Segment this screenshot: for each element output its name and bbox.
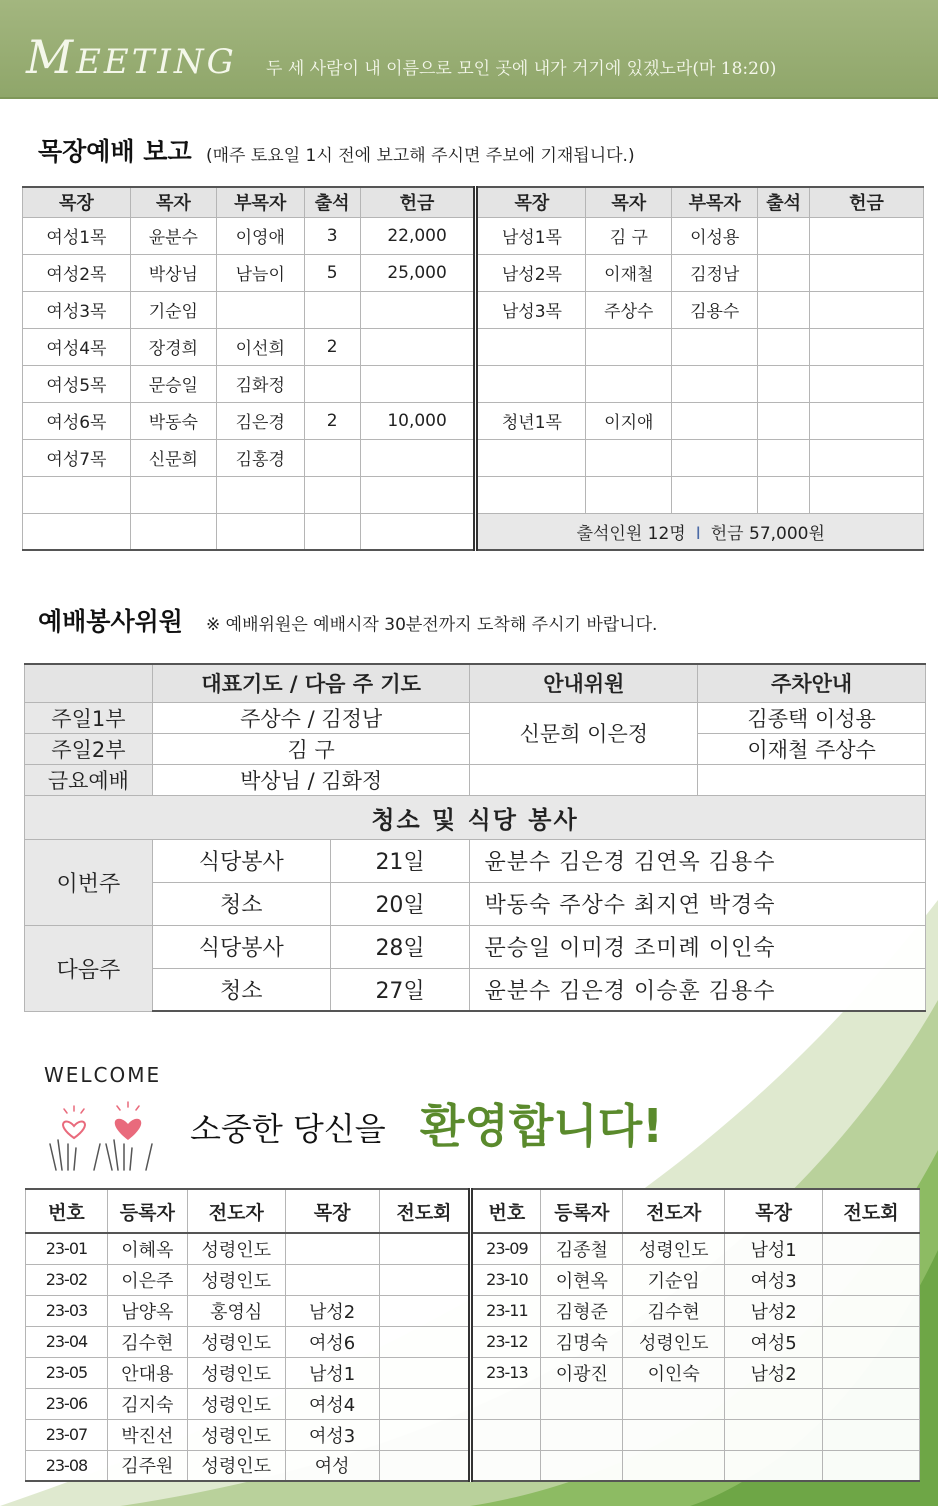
newcomer-cell: 23-11 [471,1295,541,1326]
newcomer-header-row [26,1189,920,1233]
newcomer-cell: 남성2 [725,1295,823,1326]
report-cell [810,254,924,291]
service-header-row [25,664,926,702]
report-cell [23,513,131,550]
report-row [23,254,924,291]
newcomer-cell: 23-05 [26,1357,108,1388]
cleaning-names: 문승일 이미경 조미례 이인숙 [470,925,926,968]
report-row [23,402,924,439]
report-cell: 이영애 [216,217,304,254]
welcome-message: 소중한 당신을 [190,1110,386,1148]
column-header: 목장 [285,1189,379,1233]
newcomer-cell: 이현옥 [541,1264,623,1295]
report-cell: 여성1목 [23,217,131,254]
summary-offering: 헌금 57,000원 [710,523,825,544]
column-header: 출석 [758,187,810,217]
newcomer-cell: 기순임 [623,1264,725,1295]
report-cell [586,476,672,513]
report-cell [810,439,924,476]
newcomer-cell [471,1388,541,1419]
newcomer-cell: 여성4 [285,1388,379,1419]
report-row [23,476,924,513]
column-header: 헌금 [360,187,476,217]
report-cell [304,439,360,476]
parking-empty [698,764,926,795]
report-cell: 여성7목 [23,439,131,476]
newcomer-cell: 성령인도 [187,1357,285,1388]
cleaning-row [25,839,926,882]
column-header: 등록자 [541,1189,623,1233]
report-cell [304,513,360,550]
newcomer-cell: 김주원 [107,1450,187,1481]
report-cell: 여성6목 [23,402,131,439]
newcomer-cell: 성령인도 [187,1419,285,1450]
newcomer-cell [623,1419,725,1450]
report-cell: 여성3목 [23,291,131,328]
report-cell [810,476,924,513]
column-header: 등록자 [107,1189,187,1233]
column-header: 부목자 [672,187,758,217]
column-header: 전도자 [623,1189,725,1233]
column-header: 전도자 [187,1189,285,1233]
column-header-empty [25,664,153,702]
newcomer-cell [379,1264,471,1295]
report-cell [130,476,216,513]
newcomer-cell [541,1388,623,1419]
newcomer-cell: 여성6 [285,1326,379,1357]
report-cell: 주상수 [586,291,672,328]
report-cell: 윤분수 [130,217,216,254]
column-header-usher: 안내위원 [470,664,698,702]
prayer-names: 박상님 / 김화정 [152,764,470,795]
newcomer-table [25,1188,920,1482]
newcomer-cell [823,1233,920,1264]
column-header: 부목자 [216,187,304,217]
newcomer-cell: 김형준 [541,1295,623,1326]
report-row [23,328,924,365]
report-summary-row [23,513,924,550]
newcomer-row [26,1450,920,1481]
newcomer-cell [725,1419,823,1450]
newcomer-cell [823,1388,920,1419]
newcomer-cell: 23-02 [26,1264,108,1295]
report-cell [672,439,758,476]
report-row [23,365,924,402]
newcomer-cell: 남성1 [725,1233,823,1264]
newcomer-cell: 23-01 [26,1233,108,1264]
report-cell [810,291,924,328]
cleaning-names: 윤분수 김은경 이승훈 김용수 [470,968,926,1011]
meeting-title-rest: EETING [76,42,237,82]
cleaning-day: 28일 [330,925,470,968]
report-cell [476,476,586,513]
report-cell: 여성4목 [23,328,131,365]
report-cell [758,402,810,439]
newcomer-cell: 23-04 [26,1326,108,1357]
newcomer-cell: 여성3 [285,1419,379,1450]
cleaning-row [25,882,926,925]
newcomer-cell: 김종철 [541,1233,623,1264]
newcomer-cell: 이혜옥 [107,1233,187,1264]
newcomer-cell: 김지숙 [107,1388,187,1419]
welcome-small-text: WELCOME [44,1063,162,1087]
report-cell: 10,000 [360,402,476,439]
newcomer-cell [823,1357,920,1388]
report-cell: 박동숙 [130,402,216,439]
summary-separator: I [695,523,701,544]
report-cell: 이성용 [672,217,758,254]
newcomer-cell: 여성3 [725,1264,823,1295]
newcomer-cell [285,1264,379,1295]
cleaning-title-row [25,795,926,839]
cleaning-row [25,968,926,1011]
newcomer-cell: 남성2 [285,1295,379,1326]
column-header: 목자 [586,187,672,217]
newcomer-cell [379,1419,471,1450]
column-header: 목장 [23,187,131,217]
banner-verse: 두 세 사람이 내 이름으로 모인 곳에 내가 거기에 있겠노라(마 18:20) [266,59,777,79]
newcomer-cell: 안대용 [107,1357,187,1388]
newcomer-cell: 성령인도 [623,1326,725,1357]
newcomer-cell: 이인숙 [623,1357,725,1388]
report-cell [476,328,586,365]
report-cell [586,328,672,365]
newcomer-cell: 23-07 [26,1419,108,1450]
service-table [24,663,926,1012]
report-cell: 2 [304,402,360,439]
newcomer-cell [823,1264,920,1295]
service-label: 금요예배 [25,764,153,795]
summary-attendance: 출석인원 12명 [576,523,686,544]
newcomer-row [26,1295,920,1326]
report-cell: 이재철 [586,254,672,291]
report-cell: 신문희 [130,439,216,476]
report-cell [758,254,810,291]
cleaning-names: 윤분수 김은경 김연옥 김용수 [470,839,926,882]
newcomer-row [26,1357,920,1388]
newcomer-cell: 성령인도 [187,1326,285,1357]
cleaning-names: 박동숙 주상수 최지연 박경숙 [470,882,926,925]
service-label: 주일2부 [25,733,153,764]
newcomer-cell: 이광진 [541,1357,623,1388]
report-cell: 22,000 [360,217,476,254]
report-cell: 남성2목 [476,254,586,291]
newcomer-row [26,1326,920,1357]
service-note: ※ 예배위원은 예배시작 30분전까지 도착해 주시기 바랍니다. [206,615,658,635]
newcomer-cell [623,1450,725,1481]
report-cell: 장경희 [130,328,216,365]
report-cell [216,513,304,550]
report-cell [672,476,758,513]
report-cell [360,291,476,328]
newcomer-cell: 성령인도 [187,1233,285,1264]
newcomer-cell: 박진선 [107,1419,187,1450]
parking-names: 이재철 주상수 [698,733,926,764]
newcomer-cell [823,1326,920,1357]
newcomer-cell [379,1450,471,1481]
newcomer-cell: 23-08 [26,1450,108,1481]
newcomer-cell: 성령인도 [623,1233,725,1264]
parking-names: 김종택 이성용 [698,702,926,733]
column-header: 전도회 [823,1189,920,1233]
newcomer-cell: 성령인도 [187,1264,285,1295]
report-cell [586,439,672,476]
newcomer-cell: 성령인도 [187,1388,285,1419]
report-cell: 3 [304,217,360,254]
report-cell: 김 구 [586,217,672,254]
report-cell: 남성3목 [476,291,586,328]
newcomer-cell: 홍영심 [187,1295,285,1326]
newcomer-cell [823,1450,920,1481]
newcomer-cell: 남양옥 [107,1295,187,1326]
report-cell: 김정남 [672,254,758,291]
meeting-title-initial: M [26,30,77,84]
report-cell [304,291,360,328]
report-cell: 여성2목 [23,254,131,291]
report-cell [758,291,810,328]
newcomer-cell: 23-09 [471,1233,541,1264]
report-cell: 남늠이 [216,254,304,291]
report-cell [216,476,304,513]
report-cell [360,328,476,365]
report-cell [23,476,131,513]
newcomer-cell [623,1388,725,1419]
report-title: 목장예배 보고 [38,137,192,166]
report-cell: 문승일 [130,365,216,402]
newcomer-cell: 남성1 [285,1357,379,1388]
newcomer-cell [471,1450,541,1481]
report-cell [360,439,476,476]
column-header-prayer: 대표기도 / 다음 주 기도 [152,664,470,702]
newcomer-row [26,1264,920,1295]
report-header-row [23,187,924,217]
newcomer-cell: 23-03 [26,1295,108,1326]
newcomer-cell [725,1388,823,1419]
cleaning-task: 식당봉사 [152,839,330,882]
newcomer-cell: 여성5 [725,1326,823,1357]
report-cell [672,365,758,402]
newcomer-cell [379,1388,471,1419]
report-cell: 김홍경 [216,439,304,476]
newcomer-row [26,1388,920,1419]
column-header: 번호 [26,1189,108,1233]
report-cell: 이선희 [216,328,304,365]
newcomer-row [26,1233,920,1264]
report-cell [586,365,672,402]
newcomer-cell [379,1357,471,1388]
cleaning-day: 21일 [330,839,470,882]
report-summary [476,513,924,550]
report-cell [360,365,476,402]
report-cell: 5 [304,254,360,291]
welcome-emphasis: 환영합니다! [420,1099,664,1153]
report-cell: 박상님 [130,254,216,291]
newcomer-cell: 김명숙 [541,1326,623,1357]
newcomer-cell [471,1419,541,1450]
report-cell [304,365,360,402]
newcomer-cell: 성령인도 [187,1450,285,1481]
report-cell: 남성1목 [476,217,586,254]
report-cell [672,328,758,365]
report-cell [360,476,476,513]
column-header: 목자 [130,187,216,217]
report-cell: 김은경 [216,402,304,439]
report-cell: 이지애 [586,402,672,439]
service-label: 주일1부 [25,702,153,733]
report-cell [758,217,810,254]
week-label-this: 이번주 [25,839,153,925]
newcomer-cell: 김수현 [107,1326,187,1357]
newcomer-cell [725,1450,823,1481]
report-cell [810,328,924,365]
report-cell [758,439,810,476]
cleaning-task: 청소 [152,882,330,925]
report-row [23,291,924,328]
report-cell: 25,000 [360,254,476,291]
report-cell: 김용수 [672,291,758,328]
newcomer-cell: 23-12 [471,1326,541,1357]
cleaning-task: 청소 [152,968,330,1011]
report-cell [216,291,304,328]
newcomer-cell [541,1419,623,1450]
report-subtitle: (매주 토요일 1시 전에 보고해 주시면 주보에 기재됩니다.) [206,146,635,166]
newcomer-cell [541,1450,623,1481]
cleaning-day: 20일 [330,882,470,925]
report-cell: 김화정 [216,365,304,402]
newcomer-cell: 이은주 [107,1264,187,1295]
newcomer-cell [379,1326,471,1357]
newcomer-cell: 김수현 [623,1295,725,1326]
service-row [25,702,926,733]
week-label-next: 다음주 [25,925,153,1011]
report-cell: 2 [304,328,360,365]
report-row [23,217,924,254]
report-cell [810,365,924,402]
column-header: 목장 [476,187,586,217]
newcomer-cell [285,1233,379,1264]
column-header: 목장 [725,1189,823,1233]
report-cell [810,402,924,439]
column-header: 전도회 [379,1189,471,1233]
column-header: 번호 [471,1189,541,1233]
report-cell: 여성5목 [23,365,131,402]
report-cell [672,402,758,439]
report-row [23,439,924,476]
usher-empty [470,764,698,795]
column-header: 헌금 [810,187,924,217]
column-header: 출석 [304,187,360,217]
report-cell [758,365,810,402]
column-header-parking: 주차안내 [698,664,926,702]
usher-names: 신문희 이은정 [470,702,698,764]
report-cell [758,328,810,365]
report-table [22,186,924,551]
report-cell [304,476,360,513]
newcomer-cell [823,1419,920,1450]
service-row [25,764,926,795]
newcomer-cell [379,1233,471,1264]
report-cell: 기순임 [130,291,216,328]
newcomer-cell [823,1295,920,1326]
newcomer-cell [379,1295,471,1326]
newcomer-cell: 23-10 [471,1264,541,1295]
service-title: 예배봉사위원 [38,607,183,636]
newcomer-cell: 23-06 [26,1388,108,1419]
report-cell [360,513,476,550]
report-cell [476,439,586,476]
newcomer-row [26,1419,920,1450]
prayer-names: 주상수 / 김정남 [152,702,470,733]
newcomer-cell: 남성2 [725,1357,823,1388]
cleaning-title: 청소 및 식당 봉사 [25,795,926,839]
cleaning-row [25,925,926,968]
report-cell [130,513,216,550]
report-cell [476,365,586,402]
report-cell [758,476,810,513]
report-cell: 청년1목 [476,402,586,439]
report-cell [810,217,924,254]
hands-heart-icon [44,1100,156,1174]
prayer-names: 김 구 [152,733,470,764]
cleaning-day: 27일 [330,968,470,1011]
newcomer-cell: 23-13 [471,1357,541,1388]
cleaning-task: 식당봉사 [152,925,330,968]
newcomer-cell: 여성 [285,1450,379,1481]
